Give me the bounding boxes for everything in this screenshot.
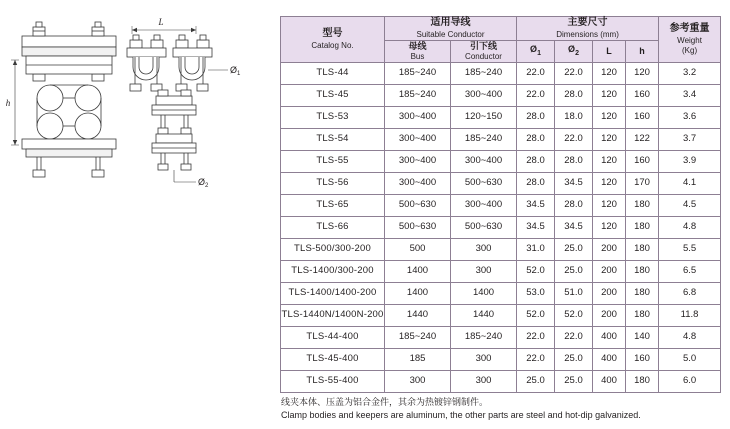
cell-model: TLS-44-400 bbox=[281, 326, 385, 348]
header-conductor bbox=[451, 40, 517, 62]
cell-d1: 28.0 bbox=[517, 106, 555, 128]
cell-bus: 300~400 bbox=[385, 106, 451, 128]
header-d2-symbol: Ø bbox=[568, 44, 576, 55]
cell-conductor: 185~240 bbox=[451, 326, 517, 348]
header-d2-subscript: 2 bbox=[575, 50, 579, 57]
header-weight-cn: 参考重量 bbox=[669, 23, 710, 35]
header-model bbox=[281, 17, 385, 63]
cell-L: 200 bbox=[593, 304, 626, 326]
cell-model: TLS-55-400 bbox=[281, 370, 385, 392]
header-conductor-en: Conductor bbox=[465, 51, 502, 61]
clamp-drawings-svg bbox=[0, 0, 278, 429]
specification-table bbox=[280, 16, 721, 393]
table-body bbox=[281, 62, 721, 392]
cell-weight: 4.1 bbox=[659, 172, 721, 194]
cell-bus: 1400 bbox=[385, 282, 451, 304]
table-row bbox=[281, 150, 721, 172]
cell-weight: 6.0 bbox=[659, 370, 721, 392]
cell-bus: 500 bbox=[385, 238, 451, 260]
cell-h: 120 bbox=[626, 62, 659, 84]
cell-weight: 5.5 bbox=[659, 238, 721, 260]
header-length: L bbox=[593, 40, 626, 62]
cell-model: TLS-65 bbox=[281, 194, 385, 216]
cell-h: 140 bbox=[626, 326, 659, 348]
cell-d2: 25.0 bbox=[555, 238, 593, 260]
cell-conductor: 120~150 bbox=[451, 106, 517, 128]
header-bus-cn: 母线 bbox=[408, 40, 427, 51]
cell-h: 180 bbox=[626, 194, 659, 216]
cell-bus: 185~240 bbox=[385, 326, 451, 348]
cell-L: 400 bbox=[593, 348, 626, 370]
cell-weight: 4.8 bbox=[659, 216, 721, 238]
cell-L: 400 bbox=[593, 326, 626, 348]
table-row bbox=[281, 348, 721, 370]
header-bus bbox=[385, 40, 451, 62]
cell-weight: 6.8 bbox=[659, 282, 721, 304]
specification-table-wrapper bbox=[280, 16, 720, 393]
cell-d2: 25.0 bbox=[555, 260, 593, 282]
cell-weight: 3.9 bbox=[659, 150, 721, 172]
cell-d1: 22.0 bbox=[517, 326, 555, 348]
dimension-label-d2: $Ø_2$ bbox=[198, 177, 209, 189]
table-row bbox=[281, 172, 721, 194]
cell-h: 180 bbox=[626, 370, 659, 392]
cell-h: 180 bbox=[626, 238, 659, 260]
cell-d2: 34.5 bbox=[555, 216, 593, 238]
cell-weight: 3.2 bbox=[659, 62, 721, 84]
side-view-drawing bbox=[127, 26, 228, 182]
cell-d1: 22.0 bbox=[517, 84, 555, 106]
cell-conductor: 300 bbox=[451, 238, 517, 260]
header-d1-symbol: Ø bbox=[530, 44, 538, 55]
cell-d1: 52.0 bbox=[517, 304, 555, 326]
header-dims-en: Dimensions (mm) bbox=[556, 29, 619, 39]
cell-L: 120 bbox=[593, 84, 626, 106]
cell-conductor: 500~630 bbox=[451, 172, 517, 194]
header-model-en: Catalog No. bbox=[311, 40, 354, 50]
header-weight-unit: (Kg) bbox=[682, 45, 698, 55]
cell-model: TLS-45-400 bbox=[281, 348, 385, 370]
cell-conductor: 300~400 bbox=[451, 84, 517, 106]
cell-L: 200 bbox=[593, 238, 626, 260]
cell-model: TLS-44 bbox=[281, 62, 385, 84]
cell-L: 400 bbox=[593, 370, 626, 392]
cell-d2: 28.0 bbox=[555, 84, 593, 106]
cell-bus: 300 bbox=[385, 370, 451, 392]
cell-L: 120 bbox=[593, 106, 626, 128]
cell-L: 120 bbox=[593, 150, 626, 172]
cell-bus: 500~630 bbox=[385, 194, 451, 216]
cell-bus: 300~400 bbox=[385, 128, 451, 150]
cell-model: TLS-1400/300-200 bbox=[281, 260, 385, 282]
cell-d1: 53.0 bbox=[517, 282, 555, 304]
table-row bbox=[281, 194, 721, 216]
cell-h: 180 bbox=[626, 260, 659, 282]
cell-bus: 300~400 bbox=[385, 172, 451, 194]
cell-d2: 52.0 bbox=[555, 304, 593, 326]
table-row bbox=[281, 238, 721, 260]
cell-model: TLS-45 bbox=[281, 84, 385, 106]
cell-d2: 18.0 bbox=[555, 106, 593, 128]
dimension-label-L: L bbox=[158, 17, 164, 27]
cell-L: 200 bbox=[593, 282, 626, 304]
cell-d1: 34.5 bbox=[517, 194, 555, 216]
cell-weight: 5.0 bbox=[659, 348, 721, 370]
cell-d2: 28.0 bbox=[555, 194, 593, 216]
cell-h: 170 bbox=[626, 172, 659, 194]
cell-conductor: 300~400 bbox=[451, 194, 517, 216]
cell-d1: 28.0 bbox=[517, 128, 555, 150]
cell-h: 180 bbox=[626, 216, 659, 238]
front-view-drawing bbox=[11, 22, 116, 177]
footnote-en: Clamp bodies and keepers are aluminum, the other parts are steel and hot-dip galvanized. bbox=[281, 410, 641, 421]
table-row bbox=[281, 370, 721, 392]
table-row bbox=[281, 260, 721, 282]
cell-weight: 4.5 bbox=[659, 194, 721, 216]
table-row bbox=[281, 128, 721, 150]
cell-conductor: 300 bbox=[451, 370, 517, 392]
cell-weight: 4.8 bbox=[659, 326, 721, 348]
cell-bus: 185 bbox=[385, 348, 451, 370]
cell-d1: 28.0 bbox=[517, 150, 555, 172]
cell-L: 120 bbox=[593, 128, 626, 150]
cell-d1: 22.0 bbox=[517, 348, 555, 370]
dimension-label-h: h bbox=[5, 98, 11, 108]
cell-L: 120 bbox=[593, 172, 626, 194]
cell-h: 180 bbox=[626, 304, 659, 326]
cell-h: 160 bbox=[626, 84, 659, 106]
cell-weight: 3.7 bbox=[659, 128, 721, 150]
table-row bbox=[281, 326, 721, 348]
cell-model: TLS-56 bbox=[281, 172, 385, 194]
cell-weight: 6.5 bbox=[659, 260, 721, 282]
cell-L: 120 bbox=[593, 216, 626, 238]
cell-h: 160 bbox=[626, 106, 659, 128]
cell-d1: 34.5 bbox=[517, 216, 555, 238]
header-height: h bbox=[626, 40, 659, 62]
cell-h: 180 bbox=[626, 282, 659, 304]
header-diameter-1 bbox=[517, 40, 555, 62]
cell-d1: 52.0 bbox=[517, 260, 555, 282]
dimension-label-d1: $Ø_1$ bbox=[230, 65, 241, 77]
header-dims-cn: 主要尺寸 bbox=[567, 17, 608, 28]
cell-conductor: 300~400 bbox=[451, 150, 517, 172]
cell-bus: 185~240 bbox=[385, 62, 451, 84]
cell-d1: 28.0 bbox=[517, 172, 555, 194]
cell-model: TLS-500/300-200 bbox=[281, 238, 385, 260]
cell-weight: 11.8 bbox=[659, 304, 721, 326]
cell-conductor: 300 bbox=[451, 260, 517, 282]
cell-d1: 22.0 bbox=[517, 62, 555, 84]
cell-d2: 51.0 bbox=[555, 282, 593, 304]
cell-model: TLS-1440N/1400N-200 bbox=[281, 304, 385, 326]
cell-bus: 300~400 bbox=[385, 150, 451, 172]
cell-model: TLS-66 bbox=[281, 216, 385, 238]
cell-model: TLS-53 bbox=[281, 106, 385, 128]
cell-d1: 31.0 bbox=[517, 238, 555, 260]
material-footnote bbox=[281, 396, 727, 422]
header-model-cn: 型号 bbox=[322, 28, 343, 40]
table-row bbox=[281, 216, 721, 238]
cell-L: 120 bbox=[593, 62, 626, 84]
header-suitable-cn: 适用导线 bbox=[430, 17, 471, 28]
cell-h: 160 bbox=[626, 150, 659, 172]
header-bus-en: Bus bbox=[410, 51, 425, 61]
cell-weight: 3.6 bbox=[659, 106, 721, 128]
table-row bbox=[281, 282, 721, 304]
table-row bbox=[281, 62, 721, 84]
cell-conductor: 185~240 bbox=[451, 128, 517, 150]
cell-d2: 22.0 bbox=[555, 326, 593, 348]
table-row bbox=[281, 84, 721, 106]
header-conductor-cn: 引下线 bbox=[470, 40, 498, 51]
cell-conductor: 1400 bbox=[451, 282, 517, 304]
cell-d2: 34.5 bbox=[555, 172, 593, 194]
header-diameter-2 bbox=[555, 40, 593, 62]
cell-conductor: 1440 bbox=[451, 304, 517, 326]
table-head bbox=[281, 17, 721, 63]
cell-weight: 3.4 bbox=[659, 84, 721, 106]
cell-d2: 25.0 bbox=[555, 348, 593, 370]
cell-bus: 1400 bbox=[385, 260, 451, 282]
cell-model: TLS-55 bbox=[281, 150, 385, 172]
cell-d2: 22.0 bbox=[555, 62, 593, 84]
table-row bbox=[281, 106, 721, 128]
cell-conductor: 300 bbox=[451, 348, 517, 370]
cell-conductor: 500~630 bbox=[451, 216, 517, 238]
product-drawing-panel bbox=[0, 0, 278, 429]
cell-bus: 1440 bbox=[385, 304, 451, 326]
cell-model: TLS-1400/1400-200 bbox=[281, 282, 385, 304]
cell-L: 120 bbox=[593, 194, 626, 216]
header-dimensions bbox=[517, 17, 659, 41]
cell-d2: 22.0 bbox=[555, 128, 593, 150]
cell-bus: 500~630 bbox=[385, 216, 451, 238]
cell-bus: 185~240 bbox=[385, 84, 451, 106]
cell-model: TLS-54 bbox=[281, 128, 385, 150]
cell-L: 200 bbox=[593, 260, 626, 282]
footnote-cn: 线夹本体、压盖为铝合金件，其余为热镀锌钢制件。 bbox=[281, 397, 489, 407]
cell-conductor: 185~240 bbox=[451, 62, 517, 84]
cell-h: 160 bbox=[626, 348, 659, 370]
header-suitable-en: Suitable Conductor bbox=[416, 29, 485, 39]
cell-d2: 28.0 bbox=[555, 150, 593, 172]
header-d1-subscript: 1 bbox=[537, 50, 541, 57]
header-weight bbox=[659, 17, 721, 63]
header-weight-en: Weight bbox=[677, 35, 702, 45]
cell-d2: 25.0 bbox=[555, 370, 593, 392]
cell-d1: 25.0 bbox=[517, 370, 555, 392]
header-row-1 bbox=[281, 17, 721, 41]
header-suitable-conductor bbox=[385, 17, 517, 41]
table-row bbox=[281, 304, 721, 326]
cell-h: 122 bbox=[626, 128, 659, 150]
